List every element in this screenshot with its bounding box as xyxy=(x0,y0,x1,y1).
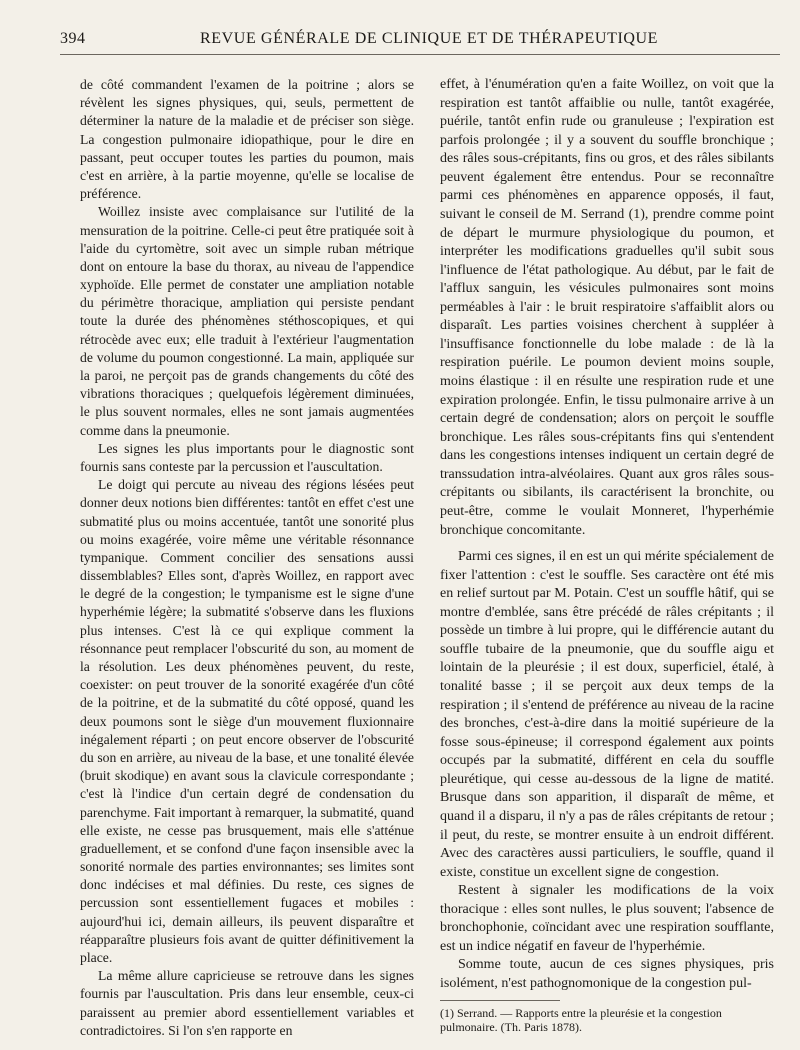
page-number: 394 xyxy=(60,30,86,47)
right-column xyxy=(440,76,774,994)
right-paragraph-2: Parmi ces signes, il en est un qui mérite spécialement de fixer l'attention : c'est le souffle. Ses caractère ont été mis en relief surtout par M. Potain. C'est un souffle hâtif, qui se montre d'emblée, sans être précédé de râles crépitants ; il possède un timbre à lui propre, qui le différencie autant du souffle tubaire de la pneumonie, que du souffle aigu et lointain de la pleurésie ; il est doux, superficiel, étalé, à tonalité basse ; il se perçoit aux deux temps de la respiration ; il s'entend de préférence au niveau de la racine des bronches, c'est-à-dire dans la moitié supérieure de la fosse sous-épineuse; il correspond également aux points occupés par la submatité, différent en cela du souffle pleurétique, qui cesse au-dessous de la ligne de matité. Brusque dans son apparition, il disparaît de même, et quand il a disparu, il n'y a pas de râles crépitants de retour ; il peut, du reste, se montrer ensuite à un endroit différent. Avec des caractères aussi particuliers, le souffle, quand il existe, constitue un excellent signe de congestion. xyxy=(440,549,774,880)
right-paragraph-1: effet, à l'énumération qu'en a faite Woillez, on voit que la respiration est tantôt affaiblie ou nulle, tantôt exagérée, puérile, tantôt enfin rude ou granuleuse ; l'expiration est parfois prolongée ; il y a souvent du souffle bronchique ; des râles sous-crépitants, fins ou gros, et des râles sibilants peuvent également être entendus. Pour se reconnaître parmi ces phénomènes en apparence opposés, il faut, suivant le conseil de M. Serrand (1), prendre comme point de départ le murmure physiologique du poumon, et interpréter les modifications graduelles qu'il subit sous l'influence de l'état pathologique. Au début, par le fait de l'afflux sanguin, les vésicules pulmonaires sont moins perméables à l'air : le bruit respiratoire s'affaiblit alors ou disparaît. Les parties voisines cherchent à suppléer à l'insuffisance fonctionnelle du lobe malade : de là la respiration puérile. Le poumon devient moins souple, moins élastique : il en résulte une respiration rude et une expiration prolongée. Enfin, le tissu pulmonaire arrive à un certain degré de condensation; alors on perçoit le souffle bronchique. Les râles sous-crépitants fins qui s'entendent dans les congestions intenses indiquent un certain degré de transsudation intra-alvéolaires. Quant aux gros râles sous-crépitants ou sibilants, ils caractérisent la bronchite, ou peut-être, comme le voulait Monneret, l'hyperhémie bronchique concomitante. xyxy=(440,77,774,538)
running-title: REVUE GÉNÉRALE DE CLINIQUE ET DE THÉRAPEUTIQUE xyxy=(200,30,659,47)
left-paragraph-1: de côté commandent l'examen de la poitrine ; alors se révèlent les signes physiques, qui, seuls, permettent de déterminer la nature de la maladie et de préciser son siège. La congestion pulmonaire idiopathique, pour le dire en passant, peut occuper toutes les parties du poumon, mais c'est en arrière, à la partie moyenne, qu'elle se localise de préférence. xyxy=(80,77,414,202)
footnote-divider xyxy=(440,1000,560,1001)
footnote: (1) Serrand. — Rapports entre la pleurésie et la congestion pulmonaire. (Th. Paris 1878). xyxy=(440,1006,722,1034)
page-header xyxy=(60,30,780,55)
left-paragraph-5: La même allure capricieuse se retrouve dans les signes fournis par l'auscultation. Pris dans leur ensemble, ceux-ci paraissent au premier abord essentiellement variables et contradictoires. Si l'on s'en rapporte en xyxy=(80,968,414,1038)
left-paragraph-2: Woillez insiste avec complaisance sur l'utilité de la mensuration de la poitrine. Celle-ci peut être pratiquée soit à l'aide du cyrtomètre, soit avec un simple ruban métrique dont on entoure la base du thorax, au niveau de l'appendice xyphoïde. Elle permet de constater une ampliation notable du périmètre thoracique, ampliation qui persiste pendant toute la durée des phénomènes stéthoscopiques, et qui rétrocède avec eux; elle traduit à l'extérieur l'augmentation de volume du poumon congestionné. La main, appliquée sur la paroi, ne perçoit pas de grands changements du côté des vibrations thoraciques ; quelquefois légèrement diminuées, le plus souvent normales, elles ne sont jamais augmentées comme dans la pneumonie. xyxy=(80,204,414,438)
right-paragraph-4: Somme toute, aucun de ces signes physiques, pris isolément, n'est pathognomonique de la congestion pul- xyxy=(440,957,774,991)
right-paragraph-3: Restent à signaler les modifications de la voix thoracique : elles sont nulles, le plus souvent; l'absence de bronchophonie, coïncidant avec une respiration soufflante, est un indice négatif en faveur de l'hyperhémie. xyxy=(440,883,774,954)
left-paragraph-4: Le doigt qui percute au niveau des régions lésées peut donner deux notions bien différentes: tantôt en effet c'est une submatité plus ou moins accentuée, tantôt une sonorité plus ou moins exagérée, voire même une véritable résonnance tympanique. Comment concilier des sensations aussi dissemblables? Elles sont, d'après Woillez, en rapport avec le degré de la congestion; le tympanisme est le signe d'une hyperhémie légère; la submatité s'observe dans les fluxions plus intenses. C'est là ce qui explique comment la résonnance peut remplacer l'obscurité du son, au moment de la résolution. Les deux phénomènes peuvent, du reste, coexister: on peut trouver de la sonorité exagérée d'un côté de la poitrine, et de la submatité du côté opposé, quand les deux poumons sont le siège d'un mouvement fluxionnaire inégalement réparti ; on peut encore observer de l'obscurité du son en arrière, au niveau de la base, et une tonalité élevée (bruit skodique) en avant sous la clavicule correspondante ; c'est là l'indice d'un certain degré de condensation du parenchyme. Fait important à remarquer, la submatité, quand elle existe, ne cesse pas brusquement, mais elle s'atténue graduellement, et se confond d'une façon insensible avec la sonorité normale des parties environnantes; ses limites sont donc indécises et mal définies. Du reste, ces signes de percussion sont essentiellement fugaces et mobiles : aujourd'hui ici, demain ailleurs, ils peuvent disparaître et réapparaître plusieurs fois avant de quitter définitivement la place. xyxy=(80,477,414,965)
left-paragraph-3: Les signes les plus importants pour le diagnostic sont fournis sans conteste par la percussion et l'auscultation. xyxy=(80,440,414,474)
left-column xyxy=(80,76,414,1040)
